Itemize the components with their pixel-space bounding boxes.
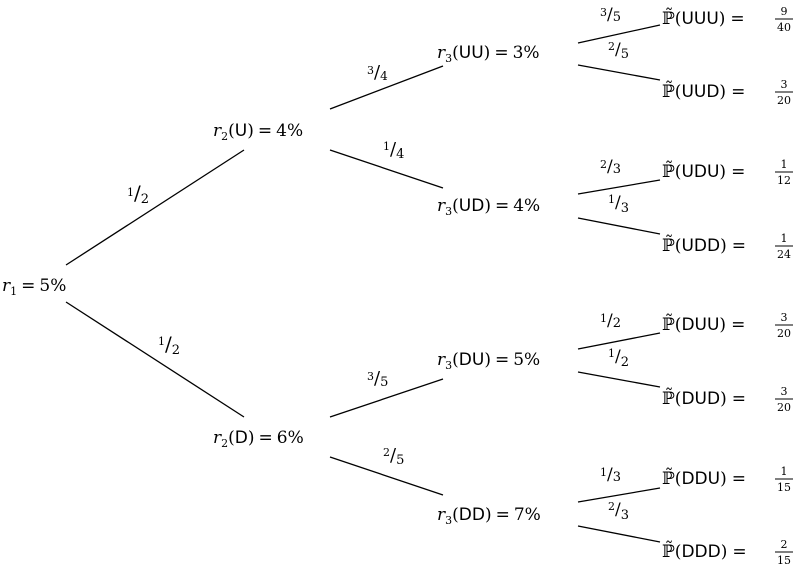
svg-text:ℙ̃(DUD)=: ℙ̃(DUD) =	[662, 389, 746, 409]
tree-branches	[66, 25, 660, 542]
leaf-nodes	[662, 5, 793, 567]
leaf-UDD-state: UDD	[681, 236, 721, 256]
node-D-var: r	[213, 428, 222, 448]
node-DU-value: 5%	[513, 350, 541, 370]
leaf-UDU-num: 1	[780, 158, 788, 171]
svg-text:ℙ̃(DUU)=: ℙ̃(DUU) =	[662, 315, 746, 335]
leaf-UDD	[662, 232, 793, 261]
node-U-var: r	[213, 121, 222, 141]
leaf-UUU-num: 9	[780, 5, 788, 18]
leaf-UUD-symbol: ℙ̃	[662, 82, 675, 102]
leaf-UDU-symbol: ℙ̃	[662, 162, 675, 182]
node-DD-var: r	[437, 505, 446, 525]
node-U-sub: 2	[221, 130, 229, 143]
node-D: $r_2(D) = 6\%$	[213, 428, 304, 450]
branch-root-D	[66, 302, 244, 417]
node-DD-value: 7%	[513, 505, 541, 525]
prob-label-UDD: 1/3	[608, 193, 630, 216]
leaf-DUD-den: 20	[777, 401, 791, 414]
node-U-value: 4%	[276, 121, 304, 141]
prob-label-DUU-num: 1	[600, 312, 607, 325]
prob-label-DDU-num: 1	[600, 466, 607, 479]
branch-U-UD	[330, 150, 443, 188]
leaf-UDD-eq: =	[731, 236, 746, 256]
prob-label-DUD-den: 2	[620, 355, 630, 370]
node-UU-value: 3%	[512, 43, 540, 63]
node-UU-var: r	[437, 43, 446, 63]
leaf-UUD-num: 3	[780, 78, 788, 91]
prob-label-DDD: 2/3	[608, 500, 630, 523]
branch-DD-DDD	[578, 526, 660, 542]
node-U: $r_2(U) = 4\%$	[213, 121, 304, 143]
prob-label-UDD-num: 1	[608, 193, 615, 206]
prob-label-DDU: 1/3	[600, 465, 622, 485]
prob-label-DU-den: 5	[380, 375, 389, 390]
branch-probabilities	[127, 5, 629, 523]
prob-label-U-den: 2	[140, 192, 150, 207]
leaf-UDU-eq: =	[731, 162, 746, 182]
leaf-UDU	[662, 158, 793, 187]
node-root-eq: =	[21, 276, 36, 296]
svg-text:ℙ̃(UDU)=: ℙ̃(UDU) =	[662, 162, 746, 182]
prob-label-UU-num: 3	[367, 64, 374, 77]
node-U-eq: =	[257, 121, 273, 141]
prob-label-DDU-den: 3	[612, 470, 622, 485]
prob-label-UDU-den: 3	[612, 162, 622, 177]
leaf-UDD-den: 24	[777, 248, 791, 261]
prob-label-DDD-num: 2	[608, 500, 615, 513]
leaf-UDU-den: 12	[777, 174, 791, 187]
branch-UU-UUD	[578, 65, 660, 80]
node-UD-state: UD	[458, 196, 485, 216]
leaf-DUD-eq: =	[731, 389, 746, 409]
prob-label-DUU-den: 2	[612, 316, 622, 331]
node-UU-state: UU	[458, 43, 484, 63]
leaf-DDD-den: 15	[777, 554, 791, 567]
node-D-eq: =	[258, 428, 273, 448]
prob-label-UU-den: 4	[380, 69, 388, 83]
node-D-value: 6%	[276, 428, 304, 448]
node-UD-eq: =	[494, 196, 510, 216]
prob-label-DDD-den: 3	[620, 508, 630, 523]
prob-label-D: 1/2	[158, 332, 181, 358]
leaf-UUD-eq: =	[731, 82, 746, 102]
node-UD-var: r	[437, 196, 446, 216]
leaf-UUD	[662, 78, 793, 107]
prob-label-UUU: 3/5	[600, 5, 622, 25]
prob-label-DU: 3/5	[367, 368, 389, 390]
prob-label-UUD: 2/5	[608, 40, 630, 62]
leaf-DDU	[662, 465, 793, 494]
leaf-DUD-num: 3	[780, 385, 788, 398]
leaf-UUU	[662, 5, 793, 34]
node-DU-state: DU	[458, 350, 485, 370]
node-DD-eq: =	[495, 505, 510, 525]
leaf-UDD-symbol: ℙ̃	[662, 236, 675, 256]
leaf-DUU-den: 20	[777, 327, 791, 340]
prob-label-UUU-den: 5	[612, 10, 622, 25]
node-DD: $r_3(DD) = 7\%$	[437, 505, 541, 527]
leaf-DUU-symbol: ℙ̃	[662, 315, 675, 335]
node-root	[2, 276, 66, 298]
branch-DU-DUD	[578, 372, 660, 387]
prob-label-UD-num: 1	[383, 140, 390, 153]
node-UD-sub: 3	[445, 205, 453, 218]
node-U-state: U	[234, 121, 248, 141]
leaf-DDU-num: 1	[780, 465, 788, 478]
prob-label-DD-num: 2	[383, 446, 390, 459]
leaf-DUU-num: 3	[780, 311, 788, 324]
leaf-DDD-state: DDD	[681, 542, 721, 562]
leaf-DUU-eq: =	[731, 315, 746, 335]
prob-label-UDD-den: 3	[620, 201, 630, 216]
leaf-DDU-eq: =	[731, 469, 746, 489]
prob-label-DUD-num: 1	[608, 347, 615, 360]
svg-text:ℙ̃(DDD)=: ℙ̃(DDD) =	[662, 542, 747, 562]
prob-label-UDU: 2/3	[600, 157, 622, 177]
node-UD-value: 4%	[513, 196, 541, 216]
node-UD: $r_3(UD) = 4\%$	[437, 196, 541, 218]
leaf-DDD	[662, 538, 793, 567]
node-UU-sub: 3	[445, 52, 453, 65]
node-UU-eq: =	[494, 43, 509, 63]
node-root-var: r	[2, 276, 11, 296]
prob-label-D-num: 1	[158, 335, 165, 348]
leaf-UUD-den: 20	[777, 94, 791, 107]
prob-label-UUD-num: 2	[608, 40, 615, 53]
leaf-UUU-eq: =	[730, 9, 745, 29]
svg-text:ℙ̃(UUD)=: ℙ̃(UUD) =	[662, 82, 746, 102]
node-DU-sub: 3	[445, 359, 453, 372]
prob-label-DD: 2/5	[383, 445, 405, 468]
node-UU: $r_3(UU) = 3\%$	[437, 43, 540, 65]
svg-text:ℙ̃(UUU)=: ℙ̃(UUU) =	[662, 9, 745, 29]
leaf-DUU	[662, 311, 793, 340]
branch-root-U	[66, 150, 244, 265]
svg-text:ℙ̃(DDU)=: ℙ̃(DDU) =	[662, 469, 746, 489]
node-root-sub: 1	[10, 285, 18, 298]
leaf-UUU-symbol: ℙ̃	[662, 9, 675, 29]
branch-UD-UDD	[578, 218, 660, 234]
node-D-state: D	[234, 428, 248, 448]
branch-UD-UDU	[578, 180, 660, 194]
prob-label-UUD-den: 5	[620, 47, 630, 62]
prob-label-UD-den: 4	[396, 147, 405, 162]
leaf-UDU-state: UDU	[681, 162, 720, 182]
leaf-DUU-state: DUU	[681, 315, 720, 335]
leaf-DUD	[662, 385, 793, 414]
leaf-UUU-state: UUU	[681, 9, 719, 29]
prob-label-DUU: 1/2	[600, 311, 622, 331]
branch-D-DD	[330, 457, 443, 495]
prob-label-DD-den: 5	[396, 453, 405, 468]
prob-label-UD: 1/4	[383, 139, 405, 162]
prob-label-U: 1/2	[127, 181, 150, 207]
prob-label-UU: 3/4	[367, 62, 388, 83]
node-root-value: 5%	[39, 276, 67, 296]
leaf-UUD-state: UUD	[681, 82, 720, 102]
node-D-sub: 2	[221, 437, 229, 450]
svg-text:ℙ̃(UDD)=: ℙ̃(UDD) =	[662, 236, 746, 256]
leaf-DDD-eq: =	[732, 542, 747, 562]
prob-label-DU-num: 3	[367, 370, 374, 383]
node-DU-var: r	[437, 350, 446, 370]
prob-label-UUU-num: 3	[600, 6, 607, 19]
node-DU-eq: =	[494, 350, 510, 370]
node-DD-state: DD	[458, 505, 485, 525]
leaf-DUD-symbol: ℙ̃	[662, 389, 675, 409]
prob-label-U-num: 1	[127, 186, 134, 199]
leaf-UUU-den: 40	[777, 21, 791, 34]
node-DU: $r_3(DU) = 5\%$	[437, 350, 541, 372]
prob-label-D-den: 2	[171, 343, 181, 358]
leaf-DDD-num: 2	[780, 538, 788, 551]
leaf-DDD-symbol: ℙ̃	[662, 542, 675, 562]
leaf-DDU-symbol: ℙ̃	[662, 469, 675, 489]
leaf-DDU-state: DDU	[681, 469, 721, 489]
leaf-DDU-den: 15	[777, 481, 791, 494]
node-DD-sub: 3	[445, 514, 453, 527]
prob-label-UDU-num: 2	[600, 158, 607, 171]
leaf-DUD-state: DUD	[681, 389, 721, 409]
leaf-UDD-num: 1	[780, 232, 788, 245]
prob-label-DUD: 1/2	[608, 347, 630, 370]
